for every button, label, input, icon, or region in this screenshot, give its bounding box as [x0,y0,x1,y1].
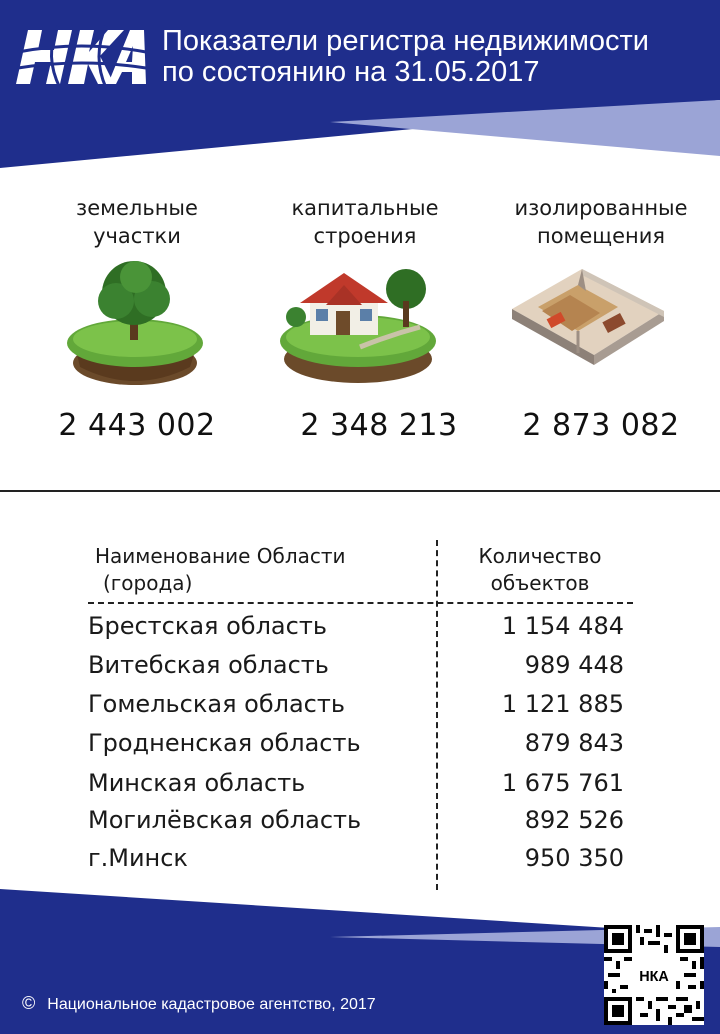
section-divider [0,490,720,492]
copyright-notice [22,993,376,1014]
page-title [162,26,712,88]
region-name: г.Минск [88,844,188,872]
table-row [0,769,720,805]
nka-logo [14,22,148,90]
category-value: 2 348 213 [300,408,458,443]
category-label: капитальные строения [291,196,439,248]
category-label: земельные участки [76,196,198,248]
table-header-region [95,543,346,597]
region-name: Могилёвская область [88,806,362,834]
header-region-line1: Наименование Области [95,544,346,568]
category-buildings [250,194,480,250]
qr-code[interactable] [604,925,704,1025]
region-name: Витебская область [88,651,329,679]
land-plot-icon [60,255,210,394]
table-row [0,651,720,687]
region-name: Брестская область [88,612,327,640]
copyright-symbol: © [22,993,36,1013]
region-count: 1 675 761 [501,769,624,797]
category-value: 2 873 082 [522,408,680,443]
copyright-text: Национальное кадастровое агентство, 2017 [47,996,376,1013]
title-line-1: Показатели регистра недвижимости [162,25,649,57]
region-name: Минская область [88,769,306,797]
category-label: изолированные помещения [514,196,688,248]
header-count-line1: Количество [478,544,602,568]
house-icon [270,255,445,394]
table-row [0,612,720,648]
region-count: 892 526 [524,806,624,834]
category-land [22,194,252,250]
table-header-count [445,543,635,597]
region-count: 1 121 885 [501,690,624,718]
header-banner [0,0,720,175]
region-name: Гродненская область [88,729,361,757]
title-line-2: по состоянию на 31.05.2017 [162,56,540,88]
region-count: 950 350 [524,844,624,872]
category-value: 2 443 002 [58,408,216,443]
qr-logo-text: НКА [639,969,669,985]
table-header-rule [88,602,633,604]
category-premises [486,194,716,250]
header-count-line2: объектов [490,571,590,595]
table-row [0,729,720,765]
region-count: 989 448 [524,651,624,679]
region-name: Гомельская область [88,690,345,718]
region-count: 1 154 484 [501,612,624,640]
header-region-line2: (города) [103,571,193,595]
apartment-icon [508,255,668,389]
table-row [0,690,720,726]
table-row [0,844,720,880]
region-count: 879 843 [524,729,624,757]
table-row [0,806,720,842]
